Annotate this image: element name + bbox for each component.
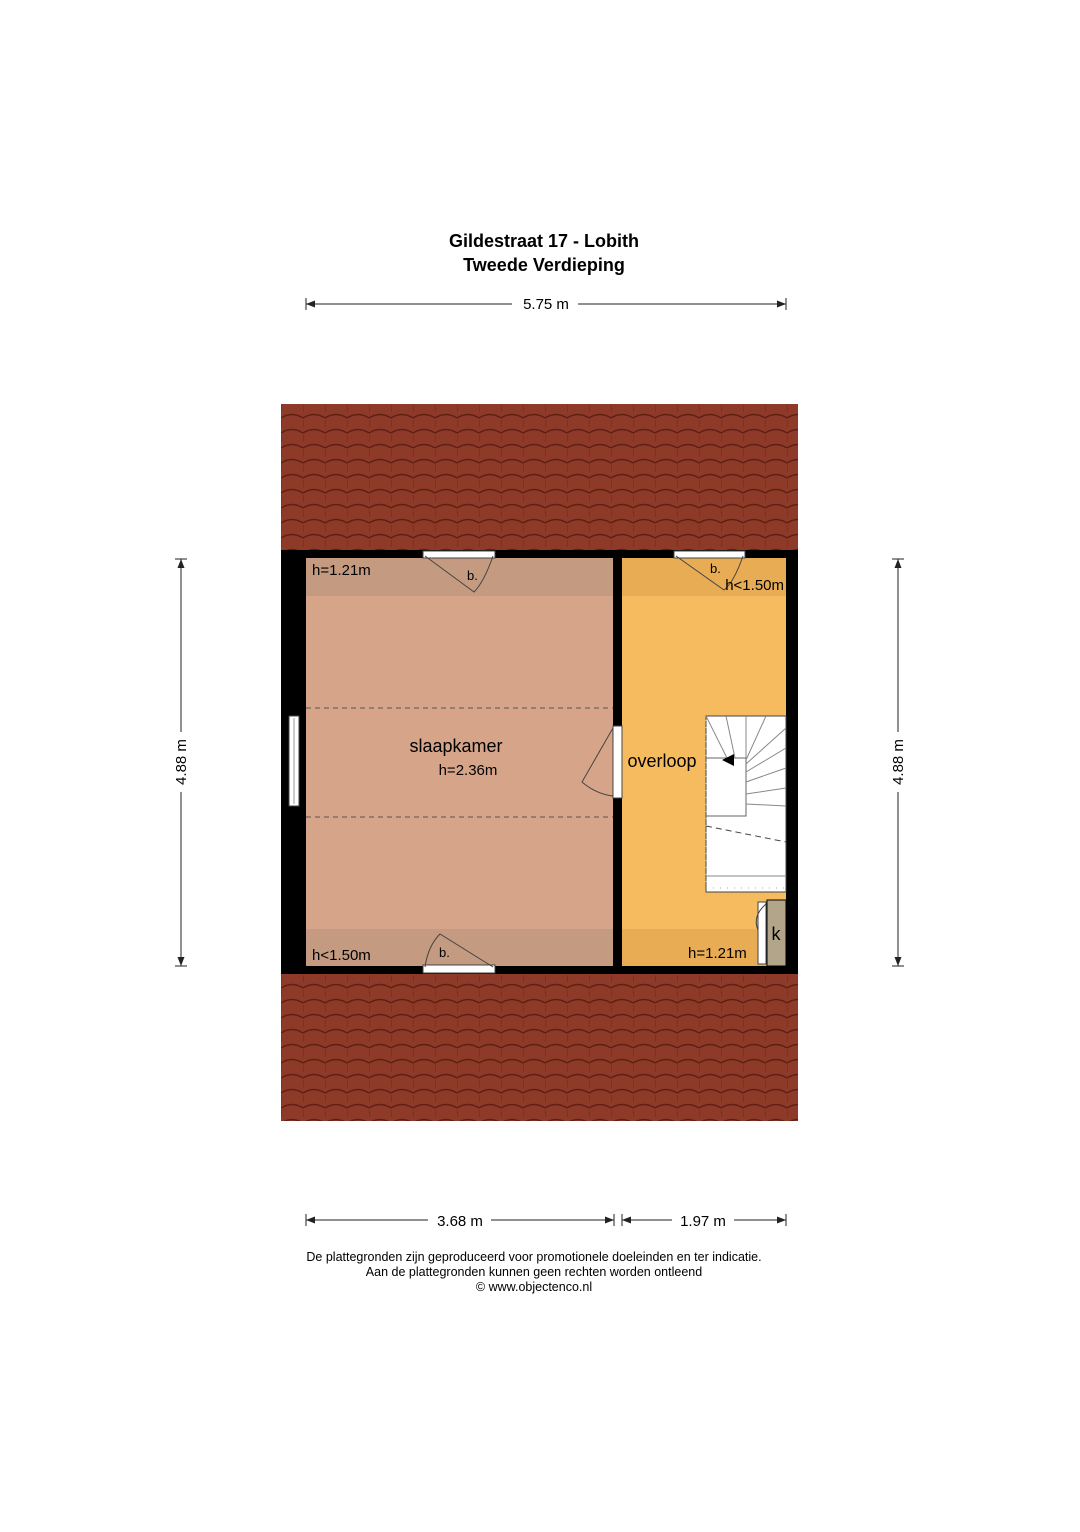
staircase bbox=[706, 716, 786, 892]
slaapkamer-bottom-low-height: h<1.50m bbox=[312, 947, 371, 964]
overloop-top-window-label: b. bbox=[710, 561, 721, 576]
slaapkamer-height: h=2.36m bbox=[438, 762, 498, 779]
bottom-right-dimension-label: 1.97 m bbox=[680, 1213, 726, 1230]
bottom-right-dimension bbox=[622, 1213, 786, 1230]
footer-disclaimer-line2: Aan de plattegronden kunnen geen rechten worden ontleend bbox=[365, 1265, 703, 1279]
slaapkamer-roof-window-top bbox=[423, 551, 495, 558]
overloop-roof-window-top bbox=[674, 551, 745, 558]
overloop-top-low-height: h<1.50m bbox=[725, 577, 784, 594]
slaapkamer-top-window-label: b. bbox=[467, 568, 478, 583]
footer-disclaimer-line1: De plattegronden zijn geproduceerd voor promotionele doeleinden en ter indicatie. bbox=[306, 1250, 762, 1264]
roof-bottom bbox=[281, 972, 798, 1121]
bedroom-door-opening bbox=[613, 726, 622, 798]
right-dimension-label: 4.88 m bbox=[890, 739, 907, 785]
overloop-bottom-low-height: h=1.21m bbox=[688, 945, 747, 962]
footer-copyright: © www.objectenco.nl bbox=[475, 1280, 593, 1294]
slaapkamer-bottom-window-label: b. bbox=[439, 945, 450, 960]
plan-title: Gildestraat 17 - Lobith bbox=[448, 231, 640, 251]
top-dimension bbox=[306, 296, 786, 313]
slaapkamer-roof-window-bottom bbox=[423, 965, 495, 973]
plan-subtitle: Tweede Verdieping bbox=[463, 255, 625, 275]
left-dimension-label: 4.88 m bbox=[173, 739, 190, 785]
overloop-name: overloop bbox=[627, 751, 697, 771]
bottom-left-dimension bbox=[306, 1213, 614, 1230]
right-dimension bbox=[890, 559, 907, 966]
bottom-left-dimension-label: 3.68 m bbox=[437, 1213, 483, 1230]
left-dimension bbox=[173, 559, 190, 966]
roof-top bbox=[281, 404, 798, 552]
cupboard-label: k bbox=[771, 924, 781, 944]
top-dimension-label: 5.75 m bbox=[523, 296, 569, 313]
slaapkamer-name: slaapkamer bbox=[409, 736, 503, 756]
slaapkamer-top-low-height: h=1.21m bbox=[312, 562, 371, 579]
